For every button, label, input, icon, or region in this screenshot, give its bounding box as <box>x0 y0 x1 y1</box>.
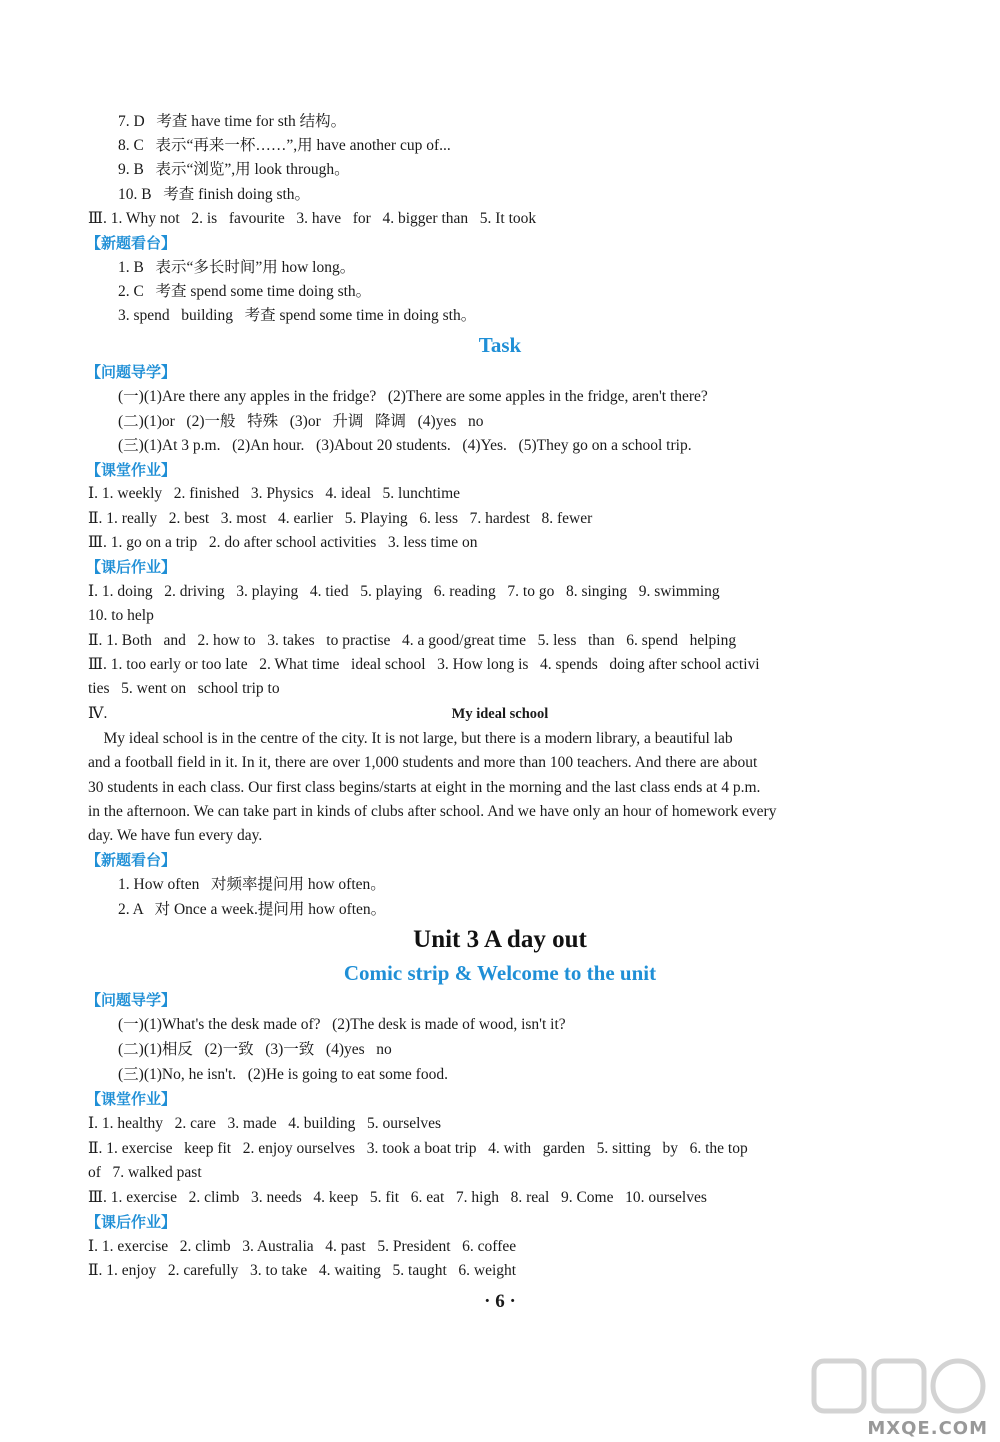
answer-line: Ⅰ. 1. weekly 2. finished 3. Physics 4. ideal 5. lunchtime <box>88 485 461 502</box>
answer-line: 2. A 对 Once a week.提问用 how often。 <box>118 901 387 918</box>
answer-line: 1. How often 对频率提问用 how often。 <box>118 876 386 893</box>
answer-line: Ⅰ. 1. doing 2. driving 3. playing 4. tied 5. playing 6. reading 7. to go 8. singing 9. swimming <box>88 583 720 600</box>
answer-line: Ⅰ. 1. exercise 2. climb 3. Australia 4. past 5. President 6. coffee <box>88 1238 517 1255</box>
section-tag: 【课堂作业】 <box>86 461 177 479</box>
essay-line: and a football field in it. In it, there are over 1,000 students and more than 100 teachers. And there are about <box>88 754 758 771</box>
essay-line: My ideal school is in the centre of the city. It is not large, but there is a modern library, a beautiful lab <box>88 730 733 747</box>
answer-line: Ⅱ. 1. enjoy 2. carefully 3. to take 4. waiting 5. taught 6. weight <box>88 1262 517 1279</box>
answer-line: (一)(1)What's the desk made of? (2)The desk is made of wood, isn't it? <box>118 1016 566 1033</box>
section-tag: 【课后作业】 <box>86 1213 177 1231</box>
section-tag: 【新题看台】 <box>86 851 177 869</box>
answer-line: 9. B 表示“浏览”,用 look through。 <box>118 161 350 178</box>
answer-line: Ⅱ. 1. Both and 2. how to 3. takes to practise 4. a good/great time 5. less than 6. spend helping <box>88 632 737 649</box>
answer-line: 10. to help <box>88 607 154 624</box>
page-number: · 6 · <box>484 1291 516 1312</box>
essay-title: My ideal school <box>451 706 549 722</box>
answer-line: 10. B 考查 finish doing sth。 <box>118 186 311 203</box>
answer-line: (一)(1)Are there any apples in the fridge? (2)There are some apples in the fridge, aren't there? <box>118 388 708 405</box>
answer-line: (三)(1)At 3 p.m. (2)An hour. (3)About 20 students. (4)Yes. (5)They go on a school trip. <box>118 437 692 454</box>
section-tag: 【问题导学】 <box>86 363 177 381</box>
answer-line: 8. C 表示“再来一杯……”,用 have another cup of... <box>118 137 451 154</box>
section-tag: 【课堂作业】 <box>86 1090 177 1108</box>
answer-line: Ⅰ. 1. healthy 2. care 3. made 4. building 5. ourselves <box>88 1115 442 1132</box>
answer-line: 3. spend building 考查 spend some time in doing sth。 <box>118 307 477 324</box>
answer-line: Ⅲ. 1. Why not 2. is favourite 3. have for 4. bigger than 5. It took <box>88 210 537 227</box>
answer-line: ties 5. went on school trip to <box>88 680 280 697</box>
section-tag: 【问题导学】 <box>86 991 177 1009</box>
answer-line: 7. D 考查 have time for sth 结构。 <box>118 113 347 130</box>
section-tag: 【课后作业】 <box>86 558 177 576</box>
answer-line: Ⅱ. 1. exercise keep fit 2. enjoy ourselves 3. took a boat trip 4. with garden 5. sitting by 6. the top <box>88 1140 748 1157</box>
answer-line: (二)(1)or (2)一般 特殊 (3)or 升调 降调 (4)yes no <box>118 413 484 430</box>
section-tag: 【新题看台】 <box>86 234 177 252</box>
essay-line: 30 students in each class. Our first class begins/starts at eight in the morning and the last class ends at 4 p.m. <box>88 779 761 796</box>
essay-line: in the afternoon. We can take part in kinds of clubs after school. And we have only an hour of homework every <box>88 803 777 820</box>
unit-title: Unit 3 A day out <box>413 926 587 953</box>
answer-line: Ⅳ. <box>88 705 108 722</box>
answer-line: (三)(1)No, he isn't. (2)He is going to eat some food. <box>118 1066 448 1083</box>
answer-line: Ⅲ. 1. too early or too late 2. What time ideal school 3. How long is 4. spends doing after school activi <box>88 656 760 673</box>
section-title: Comic strip & Welcome to the unit <box>343 961 657 985</box>
answer-line: 2. C 考查 spend some time doing sth。 <box>118 283 372 300</box>
answer-line: 1. B 表示“多长时间”用 how long。 <box>118 259 356 276</box>
section-title: Task <box>478 333 522 357</box>
answer-line: of 7. walked past <box>88 1164 202 1181</box>
answer-line: Ⅲ. 1. exercise 2. climb 3. needs 4. keep 5. fit 6. eat 7. high 8. real 9. Come 10. ourselves <box>88 1189 707 1206</box>
answer-line: Ⅲ. 1. go on a trip 2. do after school activities 3. less time on <box>88 534 478 551</box>
essay-line: day. We have fun every day. <box>88 827 263 844</box>
answer-line: (二)(1)相反 (2)一致 (3)一致 (4)yes no <box>118 1041 392 1058</box>
answer-line: Ⅱ. 1. really 2. best 3. most 4. earlier 5. Playing 6. less 7. hardest 8. fewer <box>88 510 593 527</box>
watermark-text: MXQE.COM <box>867 1418 988 1439</box>
